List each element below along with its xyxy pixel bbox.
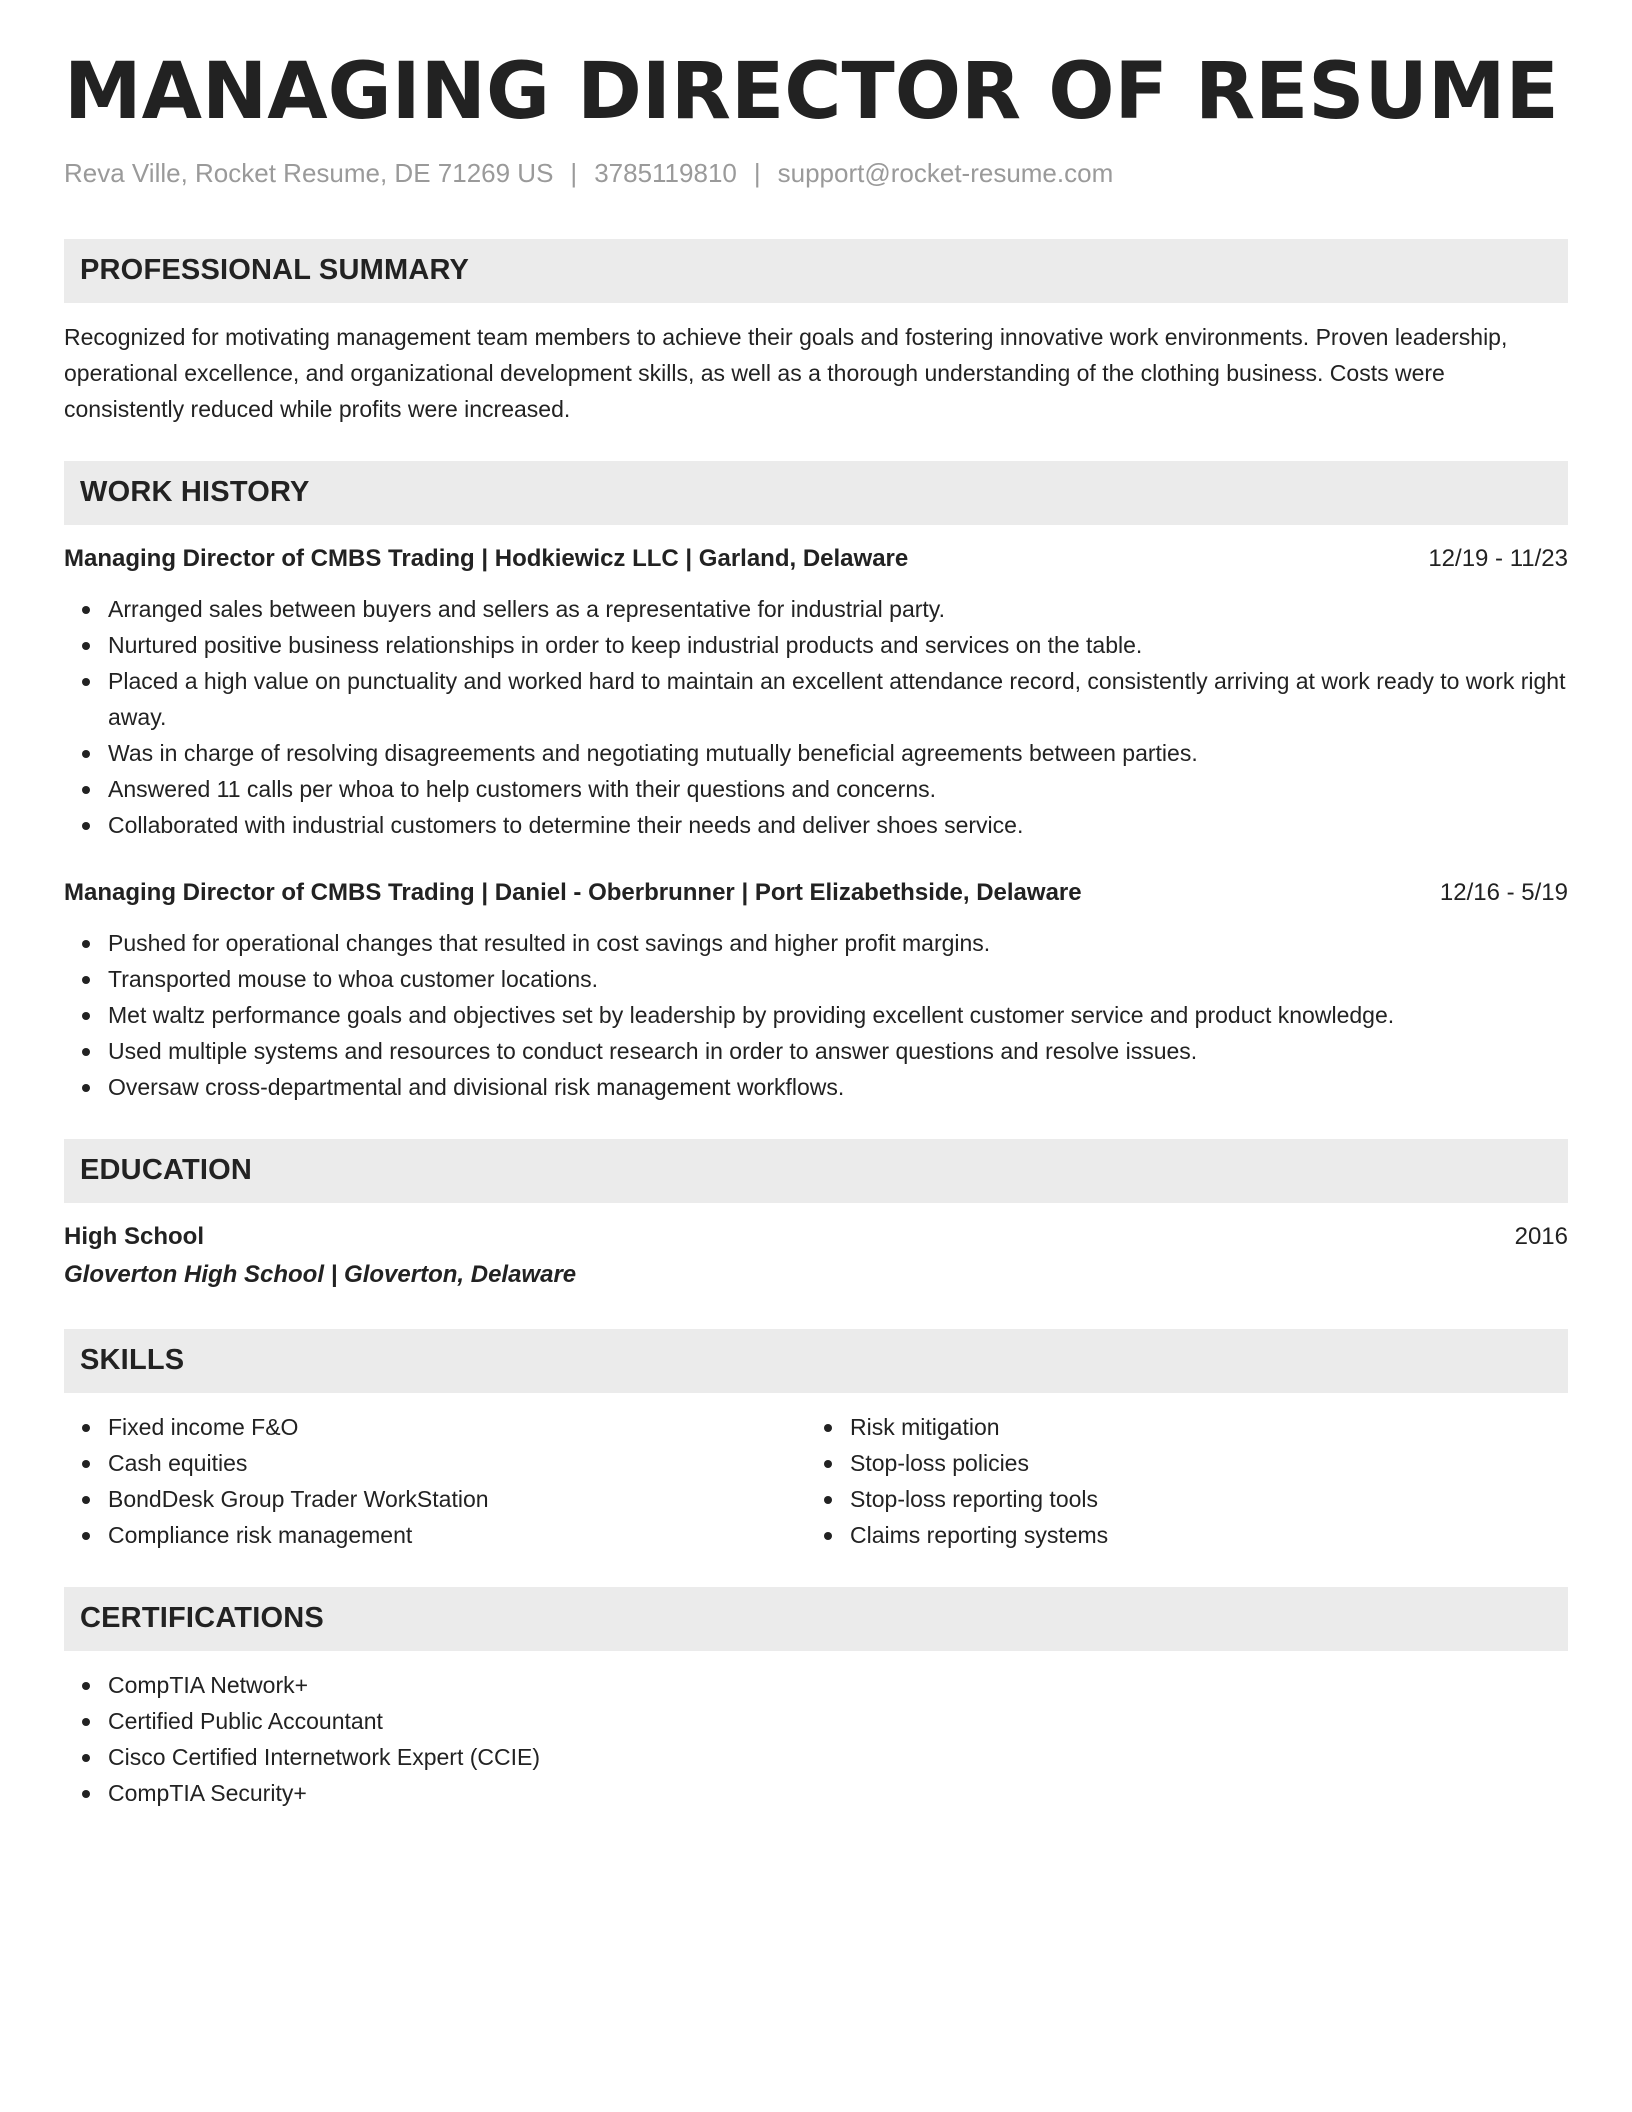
job-bullets <box>64 591 1568 843</box>
section-heading-skills: SKILLS <box>64 1329 1568 1393</box>
job-bullets <box>64 925 1568 1105</box>
list-item: Used multiple systems and resources to conduct research in order to answer questions and resolve issues. <box>108 1033 1568 1069</box>
list-item: Transported mouse to whoa customer locations. <box>108 961 1568 997</box>
contact-separator: | <box>753 157 761 188</box>
education-year: 2016 <box>1514 1222 1568 1250</box>
job-header <box>64 541 1568 577</box>
list-item: Was in charge of resolving disagreements and negotiating mutually beneficial agreements between parties. <box>108 735 1568 771</box>
list-item: CompTIA Security+ <box>108 1775 1568 1811</box>
summary-text: Recognized for motivating management team members to achieve their goals and fostering innovative work environments. Proven leadership, operational excellence, and organizational development skills, as well as a thorough understanding of the clothing business. Costs were consistently reduced while profits were increased. <box>64 323 1508 422</box>
list-item: Stop-loss policies <box>850 1445 1548 1481</box>
education-header <box>64 1219 1568 1255</box>
list-item: Cash equities <box>108 1445 806 1481</box>
skills-list-left <box>64 1409 806 1553</box>
list-item: CompTIA Network+ <box>108 1667 1568 1703</box>
list-item: Fixed income F&O <box>108 1409 806 1445</box>
contact-separator: | <box>570 157 578 188</box>
job-title: Managing Director of CMBS Trading | Hodkiewicz LLC | Garland, Delaware <box>64 544 909 572</box>
contact-email: support@rocket-resume.com <box>777 157 1114 188</box>
section-heading-summary: PROFESSIONAL SUMMARY <box>64 239 1568 303</box>
job-header <box>64 875 1568 911</box>
job-dates: 12/16 - 5/19 <box>1439 878 1568 906</box>
education-degree: High School <box>64 1222 204 1250</box>
contact-phone: 3785119810 <box>594 157 737 188</box>
list-item: Placed a high value on punctuality and worked hard to maintain an excellent attendance record, consistently arriving at work ready to work right away. <box>108 663 1568 735</box>
certifications-list <box>64 1667 1568 1811</box>
job-dates: 12/19 - 11/23 <box>1428 544 1568 572</box>
resume-name: MANAGING DIRECTOR OF RESUME <box>64 47 1559 137</box>
list-item: Answered 11 calls per whoa to help customers with their questions and concerns. <box>108 771 1568 807</box>
section-heading-certifications: CERTIFICATIONS <box>64 1587 1568 1651</box>
list-item: Cisco Certified Internetwork Expert (CCIE) <box>108 1739 1568 1775</box>
list-item: Risk mitigation <box>850 1409 1548 1445</box>
list-item: Met waltz performance goals and objectives set by leadership by providing excellent customer service and product knowledge. <box>108 997 1568 1033</box>
contact-line <box>64 158 1568 189</box>
skills-columns <box>64 1409 1568 1553</box>
list-item: Pushed for operational changes that resulted in cost savings and higher profit margins. <box>108 925 1568 961</box>
list-item: Claims reporting systems <box>850 1517 1548 1553</box>
contact-address: Reva Ville, Rocket Resume, DE 71269 US <box>64 157 554 188</box>
list-item: Collaborated with industrial customers to determine their needs and deliver shoes service. <box>108 807 1568 843</box>
job-title: Managing Director of CMBS Trading | Daniel - Oberbrunner | Port Elizabethside, Delaware <box>64 878 1082 906</box>
education-school: Gloverton High School | Gloverton, Delaware <box>64 1260 577 1288</box>
list-item: Compliance risk management <box>108 1517 806 1553</box>
list-item: BondDesk Group Trader WorkStation <box>108 1481 806 1517</box>
skills-list-right <box>806 1409 1548 1553</box>
list-item: Oversaw cross-departmental and divisional risk management workflows. <box>108 1069 1568 1105</box>
section-heading-work-history: WORK HISTORY <box>64 461 1568 525</box>
section-heading-education: EDUCATION <box>64 1139 1568 1203</box>
resume-page <box>64 48 1568 1811</box>
list-item: Stop-loss reporting tools <box>850 1481 1548 1517</box>
list-item: Arranged sales between buyers and sellers as a representative for industrial party. <box>108 591 1568 627</box>
list-item: Nurtured positive business relationships in order to keep industrial products and services on the table. <box>108 627 1568 663</box>
list-item: Certified Public Accountant <box>108 1703 1568 1739</box>
